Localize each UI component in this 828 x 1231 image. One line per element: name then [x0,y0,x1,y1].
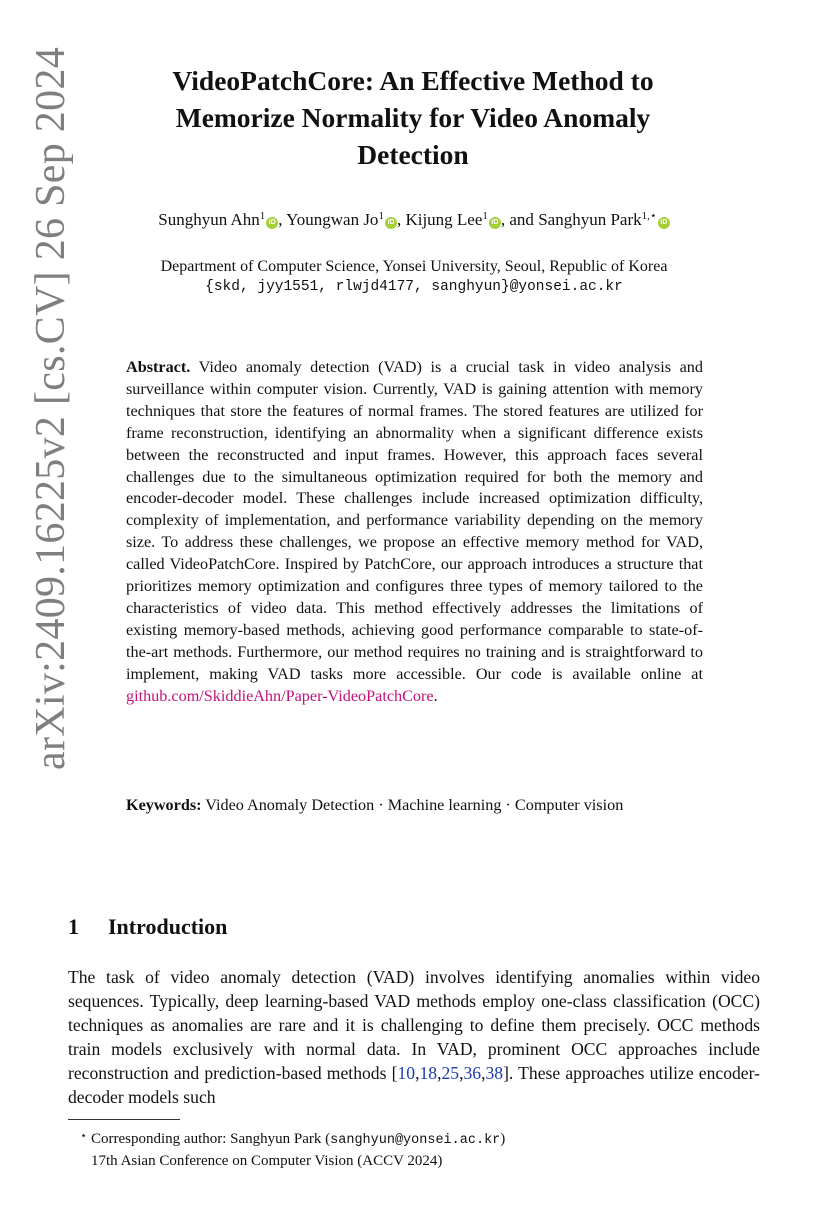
orcid-icon[interactable]: iD [658,217,670,229]
citation-link[interactable]: 25 [441,1063,460,1083]
author-affil-sup: 1,⋆ [641,210,657,222]
author-separator: , [278,210,287,229]
code-link[interactable]: github.com/SkiddieAhn/Paper-VideoPatchCore [126,686,434,705]
arxiv-stamp: arXiv:2409.16225v2 [cs.CV] 26 Sep 2024 [28,46,74,770]
abstract-text: Video anomaly detection (VAD) is a crucial task in video analysis and surveillance within computer vision. Currently, VAD is gaining attention with memory techniques that store the features of normal frames. The stored features are utilized for frame reconstruction, identifying an abnormality when a significant difference exists between the reconstructed and input frames. However, this approach faces several challenges due to the simultaneous optimization required for both the memory and encoder-decoder model. These challenges include increased optimization difficulty, complexity of implementation, and performance variability depending on the memory size. To address these challenges, we propose an effective memory method for VAD, called VideoPatchCore. Inspired by PatchCore, our approach introduces a structure that prioritizes memory optimization and configures three types of memory tailored to the characteristics of video data. This method effectively addresses the limitations of existing memory-based methods, achieving good performance comparable to state-of-the-art methods. Furthermore, our method requires no training and is straightforward to implement, making VAD tasks more accessible. Our code is available online at [126,358,703,683]
author-name[interactable]: Sanghyun Park [538,210,642,229]
title-line: Memorize Normality for Video Anomaly [175,102,651,133]
orcid-icon[interactable]: iD [385,217,397,229]
intro-tail: ]. These approaches utilize encoder-decoder models such [68,1063,760,1107]
intro-paragraph: The task of video anomaly detection (VAD) involves identifying anomalies within video sequences. Typically, deep learning-based VAD methods employ one-class classification (OCC) techniques as anomalies are rare and it is challenging to define them precisely. OCC methods train models exclusively with normal data. In VAD, prominent OCC approaches include reconstruction and prediction-based methods [10,18,25,36,38]. These approaches utilize encoder-decoder models such [68,967,760,1107]
abstract-label: Abstract. [126,358,191,376]
footnote-line [68,1126,505,1151]
keywords-label: Keywords: [126,796,202,814]
abstract [126,357,703,708]
footnote-text: Corresponding author: Sanghyun Park ( [91,1131,331,1147]
author-emails[interactable]: {skd, jyy1551, rlwjd4177, sanghyun}@yonsei.ac.kr [205,279,623,295]
footnote [68,1126,505,1172]
conference-note: 17th Asian Conference on Computer Vision (ACCV 2024) [91,1153,443,1169]
keywords-text: Video Anomaly Detection · Machine learning · Computer vision [201,796,624,814]
orcid-icon[interactable]: iD [266,217,278,229]
footnote-mark: ⋆ [80,1130,87,1142]
author-affil-sup: 1 [482,210,488,222]
footnote-rule [68,1119,180,1120]
author-affil-sup: 1 [259,210,266,222]
author-separator: , and [500,210,539,229]
section-number: 1 [68,914,79,939]
author-name[interactable]: Sunghyun Ahn [158,210,260,229]
section-heading [68,914,227,940]
abstract-end: . [433,686,438,705]
author-name[interactable]: Kijung Lee [405,210,483,229]
author-list [60,210,768,230]
intro-text: The task of video anomaly detection (VAD) involves identifying anomalies within video sequences. Typically, deep learning-based VAD methods employ one-class classification (OCC) techniques as anomalies are rare and it is challenging to define them precisely. OCC methods train models exclusively with normal data. In VAD, prominent OCC approaches include reconstruction and prediction-based methods [ [68,967,760,1083]
citation-link[interactable]: 10 [397,1063,416,1083]
author-affil-sup: 1 [378,210,384,222]
citation-link[interactable]: 38 [485,1063,504,1083]
author-separator: , [396,210,406,229]
footnote-email[interactable]: sanghyun@yonsei.ac.kr [330,1133,501,1148]
section-title: Introduction [108,914,228,939]
title-line: VideoPatchCore: An Effective Method to [172,65,654,96]
orcid-icon[interactable]: iD [489,217,501,229]
author-name[interactable]: Youngwan Jo [286,210,379,229]
citation-link[interactable]: 18 [419,1063,438,1083]
paper-title [110,62,716,173]
citation-link[interactable]: 36 [463,1063,482,1083]
keywords [126,795,703,817]
affiliation: Department of Computer Science, Yonsei University, Seoul, Republic of Korea [160,258,668,275]
footnote-close: ) [500,1131,506,1147]
title-line: Detection [357,139,469,170]
affiliation-block [60,256,768,298]
